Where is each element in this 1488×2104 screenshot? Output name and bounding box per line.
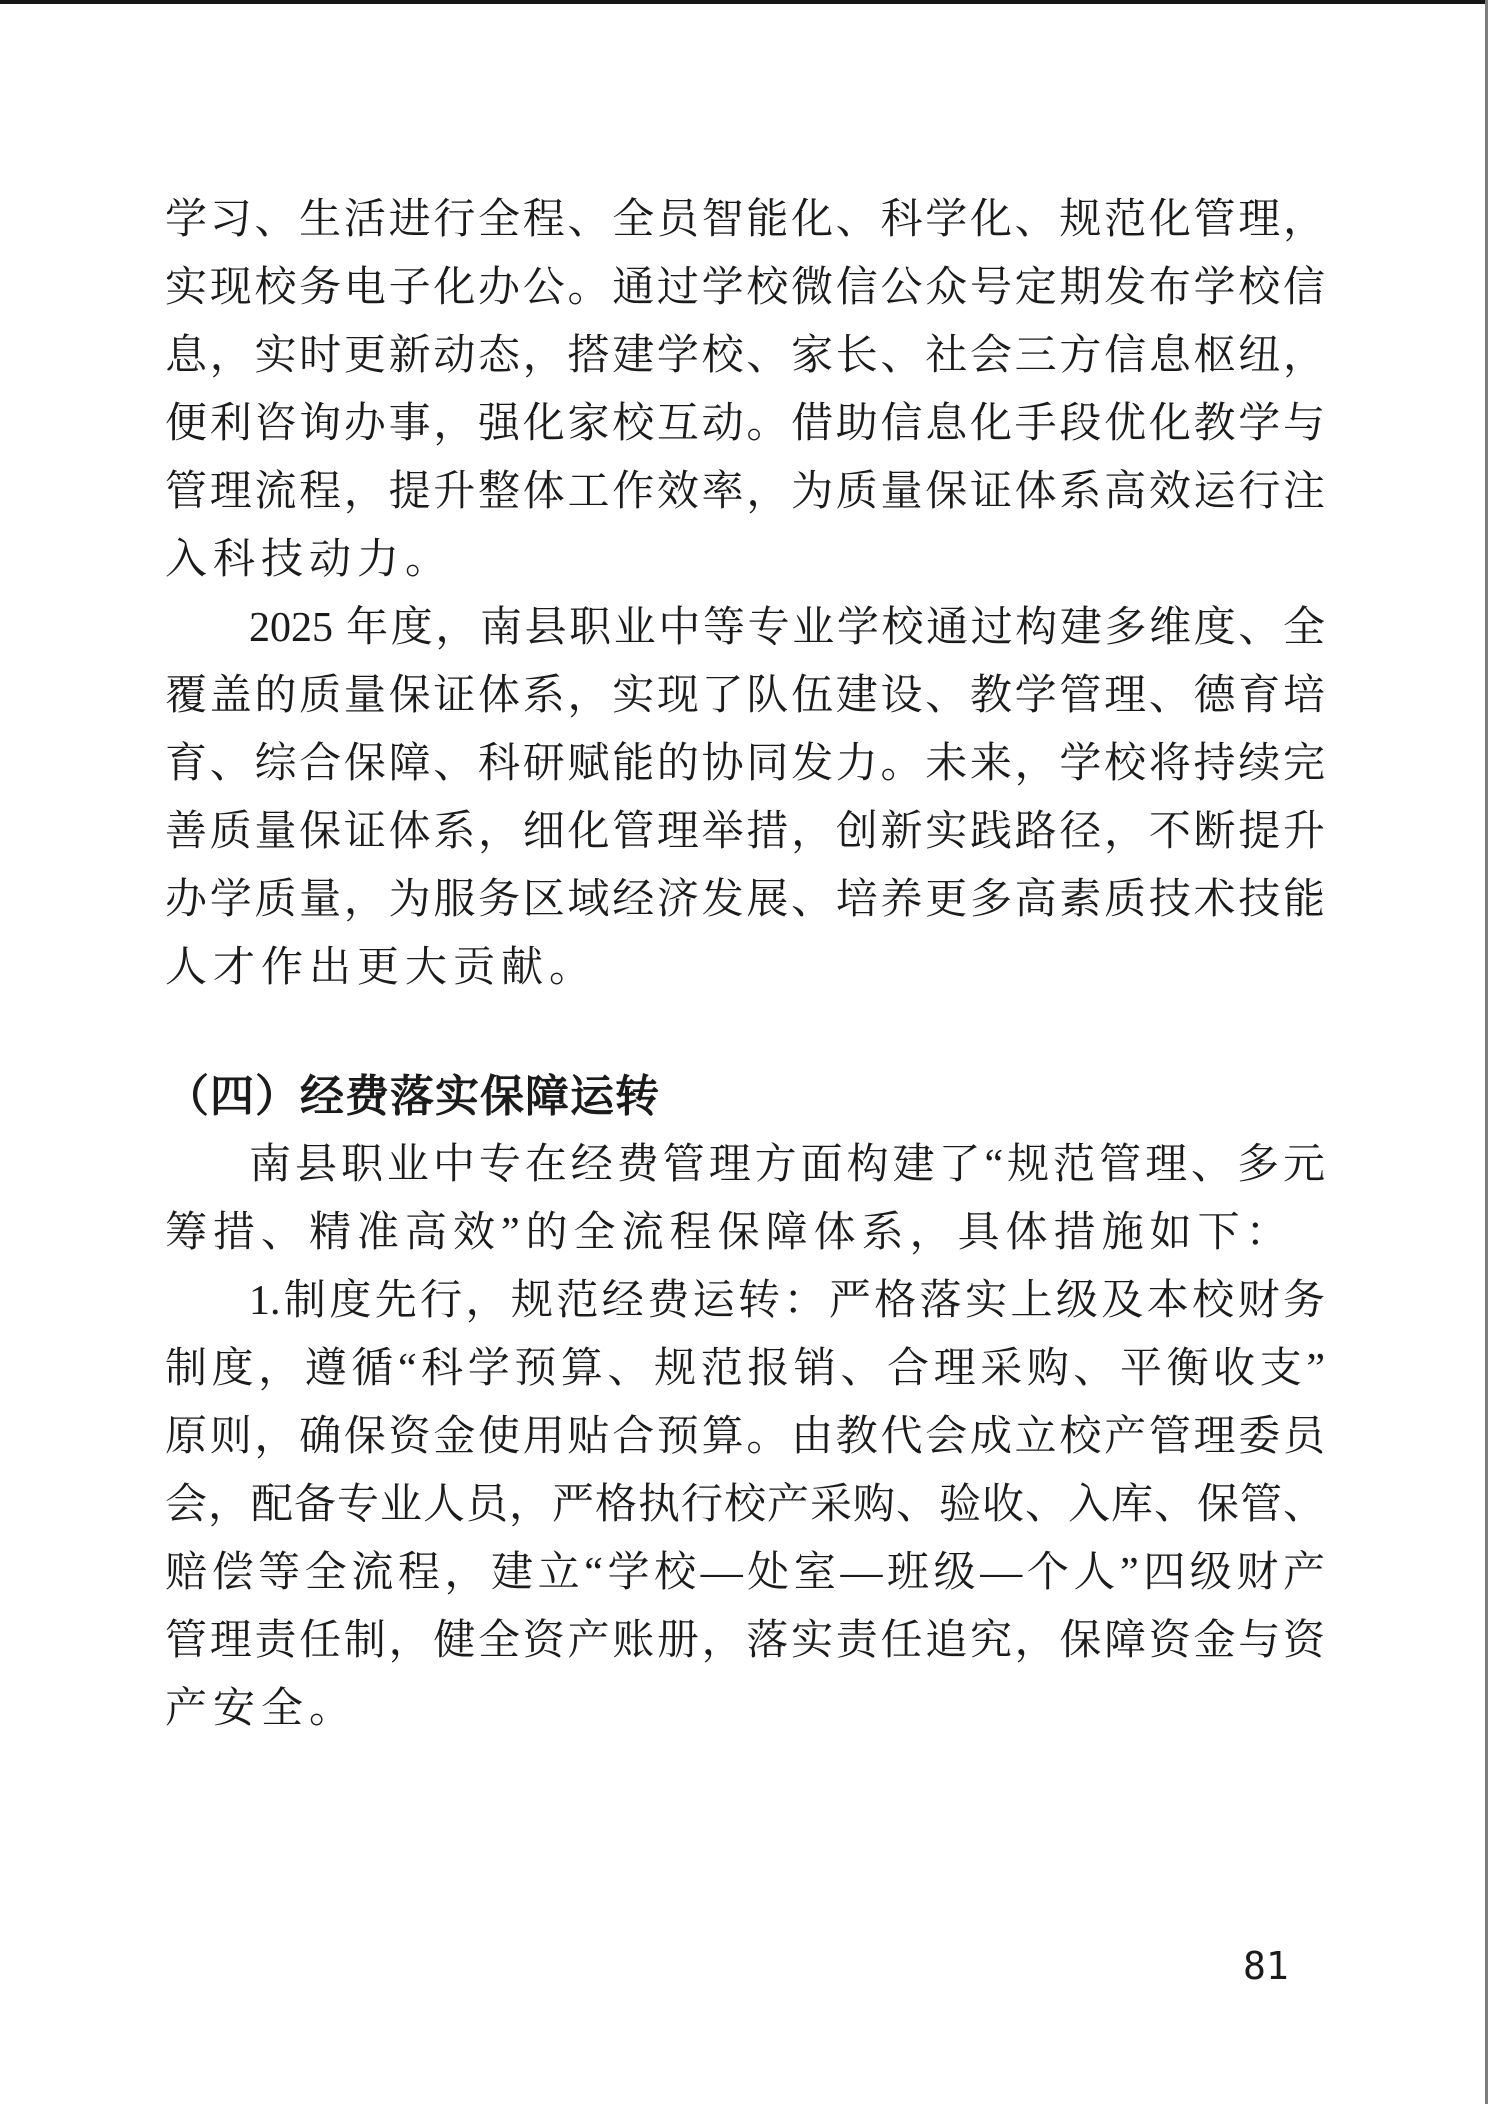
text-line: 覆盖的质量保证体系，实现了队伍建设、教学管理、德育培 [165,673,1325,719]
paragraph [165,594,1325,1002]
paragraph [165,1131,1325,1267]
text-line: 管理责任制，健全资产账册，落实责任追究，保障资金与资 [165,1618,1325,1664]
text-line: 育、综合保障、科研赋能的协同发力。未来，学校将持续完 [165,741,1325,787]
paragraph [165,1267,1325,1743]
text-line: 人才作出更大贡献。 [165,945,598,991]
text-line: 1.制度先行，规范经费运转：严格落实上级及本校财务 [249,1278,1325,1324]
text-line: 筹措、精准高效”的全流程保障体系，具体措施如下： [165,1210,1294,1256]
text-line: 管理流程，提升整体工作效率，为质量保证体系高效运行注 [165,469,1325,515]
section-heading: （四）经费落实保障运转 [165,1072,660,1121]
text-line: 办学质量，为服务区域经济发展、培养更多高素质技术技能 [165,877,1325,923]
text-line: 赔偿等全流程，建立“学校—处室—班级—个人”四级财产 [165,1550,1325,1596]
page-top-edge [0,0,1488,4]
text-line: 息，实时更新动态，搭建学校、家长、社会三方信息枢纽， [165,333,1325,379]
text-line: 善质量保证体系，细化管理举措，创新实践路径，不断提升 [165,809,1325,855]
text-line: 入科技动力。 [165,537,454,583]
text-line: 原则，确保资金使用贴合预算。由教代会成立校产管理委员 [165,1414,1325,1460]
text-line: 便利咨询办事，强化家校互动。借助信息化手段优化教学与 [165,401,1325,447]
text-line: 学习、生活进行全程、全员智能化、科学化、规范化管理， [165,197,1325,243]
paragraph [165,186,1325,594]
page-number: 81 [1243,1944,1289,1988]
text-line: 会，配备专业人员，严格执行校产采购、验收、入库、保管、 [165,1482,1325,1528]
text-line: 产安全。 [165,1686,358,1732]
text-line: 2025 年度，南县职业中等专业学校通过构建多维度、全 [249,605,1325,651]
text-line: 制度，遵循“科学预算、规范报销、合理采购、平衡收支” [165,1346,1325,1392]
text-line: 实现校务电子化办公。通过学校微信公众号定期发布学校信 [165,265,1325,311]
document-body [165,186,1325,1743]
text-line: 南县职业中专在经费管理方面构建了“规范管理、多元 [249,1142,1325,1188]
